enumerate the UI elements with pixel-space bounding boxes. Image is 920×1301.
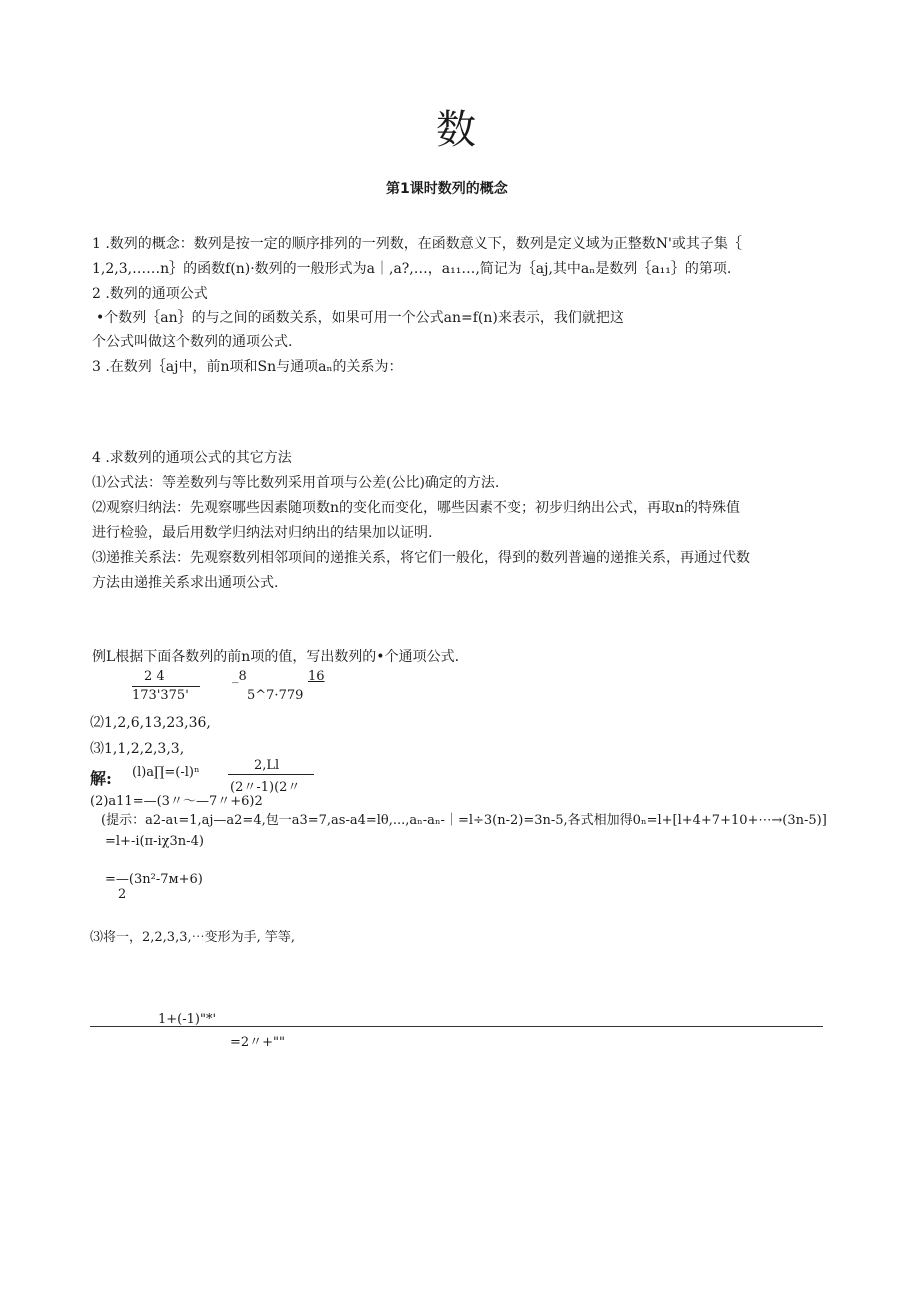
footer-formula-bottom: =2〃+"" bbox=[230, 1035, 286, 1050]
example-fraction-c-numerator: 16 bbox=[308, 669, 325, 684]
example-fraction-b-denominator: 5^7·779 bbox=[247, 688, 304, 703]
section2-heading: 2 .数列的通项公式 bbox=[92, 286, 208, 302]
example-prompt: 例L根据下面各数列的前n项的值，写出数列的•个通项公式. bbox=[92, 649, 460, 665]
solution-hint: (提示：a2-aι=1,aj—a2=4,包一a3=7,as-a4=lθ,...,aₙ-aₙ-｜=l÷3(n-2)=3n-5,各式相加得0ₙ=l+[l+4+7+10+⋯→(3n-5)] bbox=[101, 813, 827, 828]
solution-part2: (2)a11=—(3〃～—7〃+6)2 bbox=[90, 794, 263, 809]
page-title: 数 bbox=[436, 107, 477, 153]
section1-line2: 1,2,3,……n｝的函数f(n)·数列的一般形式为a｜,a?,…，a₁₁…,简记为｛aj,其中aₙ是数列｛a₁₁｝的第项. bbox=[92, 261, 732, 277]
solution-part1-numerator: 2,Ll bbox=[254, 758, 280, 773]
section4-item3-line1: ⑶递推关系法：先观察数列相邻项间的递推关系，将它们一般化，得到的数列普遍的递推关系，再通过代数 bbox=[92, 550, 750, 566]
example-seq3: ⑶1,1,2,2,3,3, bbox=[90, 741, 185, 757]
section4-item3-line2: 方法由递推关系求出通项公式. bbox=[92, 575, 279, 591]
solution-part1-fraction-bar bbox=[228, 774, 314, 775]
section4-item2-line1: ⑵观察归纳法：先观察哪些因素随项数n的变化而变化，哪些因素不变；初步归纳出公式，再取n的特殊值 bbox=[92, 500, 741, 516]
solution-label: 解: bbox=[90, 769, 112, 788]
example-seq2: ⑵1,2,6,13,23,36, bbox=[90, 715, 211, 731]
example-fraction-b-numerator: _8 bbox=[232, 669, 247, 684]
example-fraction-a-denominator: 173'375' bbox=[132, 688, 189, 703]
section4-item2-line2: 进行检验，最后用数学归纳法对归纳出的结果加以证明. bbox=[92, 525, 433, 541]
solution-part1-denominator: (2〃-1)(2〃 bbox=[230, 780, 301, 795]
lesson-subtitle: 第1课时数列的概念 bbox=[386, 181, 508, 197]
section1-line1: 1 .数列的概念：数列是按一定的顺序排列的一列数，在函数意义下，数列是定义域为正整数N'或其子集｛ bbox=[92, 236, 742, 252]
section4-heading: 4 .求数列的通项公式的其它方法 bbox=[92, 450, 292, 466]
divider-line bbox=[90, 1026, 823, 1027]
example-fraction-a-numerator: 2 4 bbox=[144, 669, 165, 684]
section2-line2: 个公式叫做这个数列的通项公式. bbox=[92, 334, 293, 350]
solution-step1: =l+-i(π-iχ3n-4) bbox=[105, 834, 204, 849]
example-fraction-a-bar bbox=[132, 686, 200, 687]
section3-heading: 3 .在数列｛aj中，前n项和Sn与通项aₙ的关系为： bbox=[92, 359, 403, 375]
section2-line1: •个数列｛an｝的与之间的函数关系，如果可用一个公式an=f(n)来表示，我们就把这 bbox=[96, 310, 624, 326]
footer-formula-top: 1+(-1)"*' bbox=[158, 1012, 217, 1027]
solution-step2-denominator: 2 bbox=[118, 887, 127, 902]
solution-part3: ⑶将一，2,2,3,3,⋯变形为手, 竽等, bbox=[90, 930, 296, 945]
solution-part1: (l)a∏=(-l)ⁿ bbox=[132, 765, 200, 780]
solution-step2: =—(3n²-7м+6) bbox=[105, 872, 203, 887]
section4-item1: ⑴公式法：等差数列与等比数列采用首项与公差(公比)确定的方法. bbox=[92, 475, 500, 491]
